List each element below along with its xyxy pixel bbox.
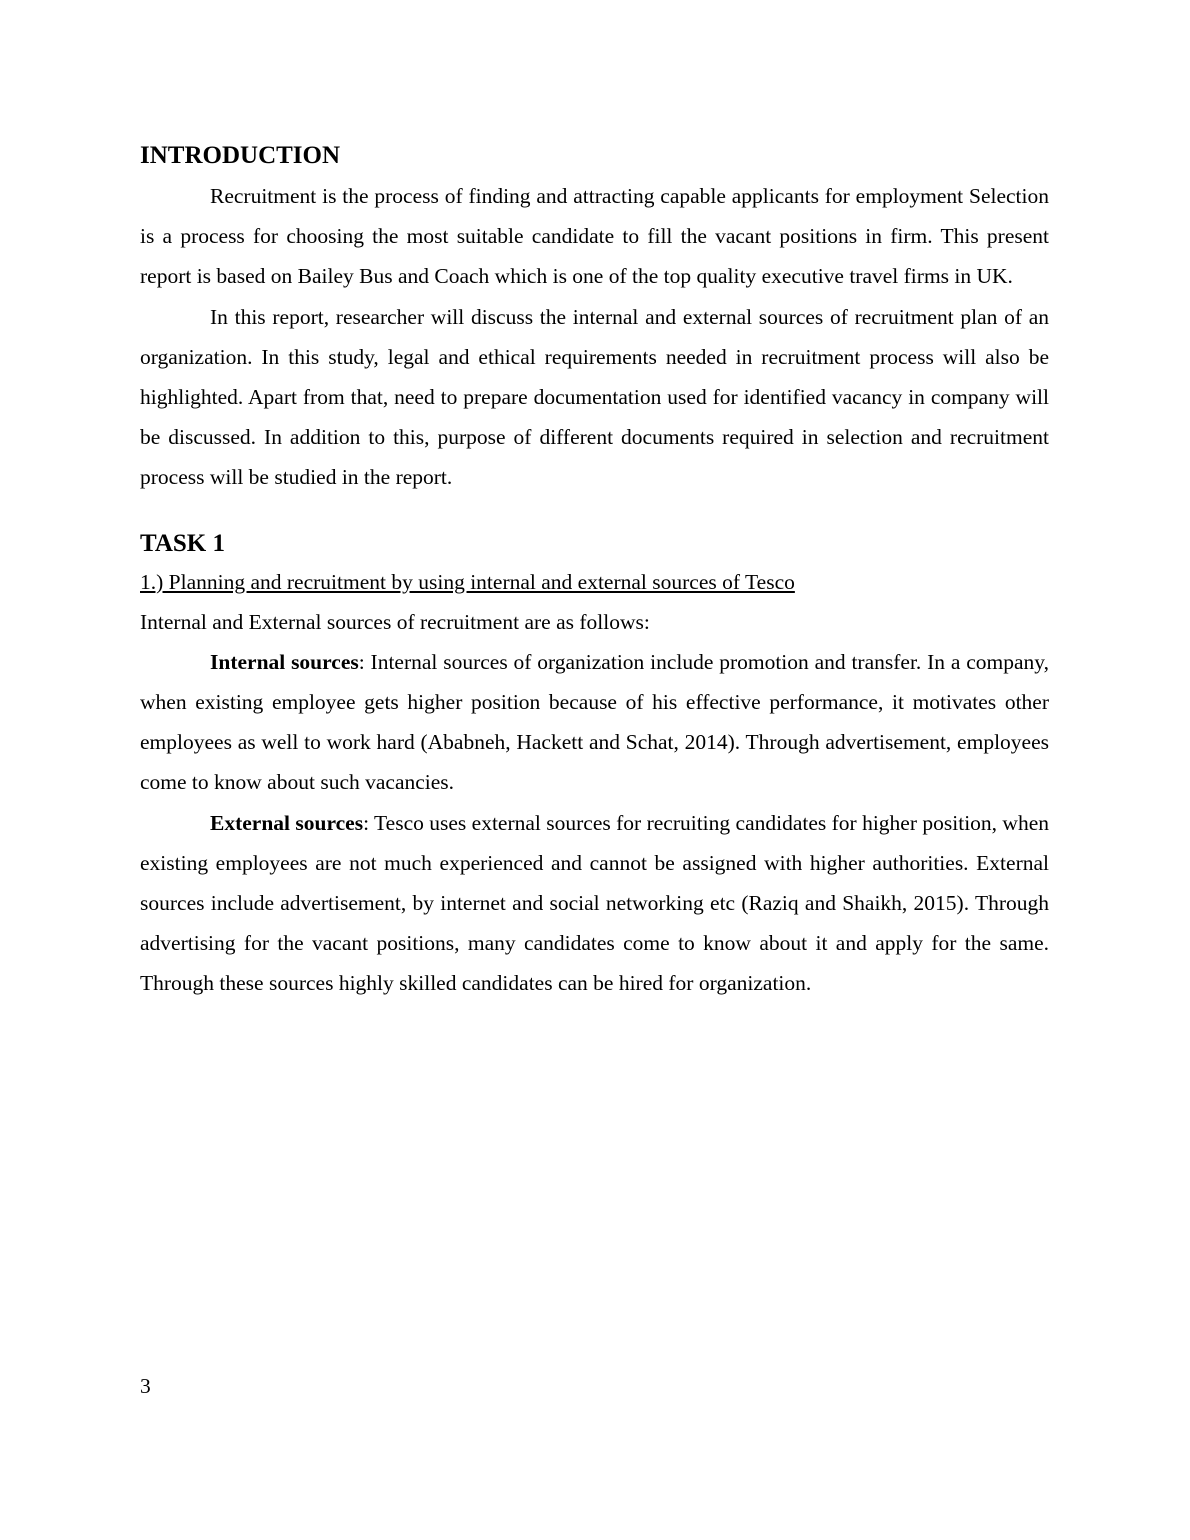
introduction-heading: INTRODUCTION <box>140 142 341 169</box>
internal-sources-label: Internal sources <box>210 649 359 674</box>
task-1-subheading: 1.) Planning and recruitment by using internal and external sources of Tesco <box>140 569 795 594</box>
page-body <box>140 138 1049 1004</box>
introduction-paragraph-1: Recruitment is the process of finding and attracting capable applicants for employment Selection is a process for choosing the most suitable candidate to fill the vacant positions in firm. This present report is based on Bailey Bus and Coach which is one of the top quality executive travel firms in UK. <box>140 184 1049 289</box>
introduction-paragraph-2: In this report, researcher will discuss the internal and external sources of recruitment plan of an organization. In this study, legal and ethical requirements needed in recruitment process will also be highlighted. Apart from that, need to prepare documentation used for identified vacancy in company will be discussed. In addition to this, purpose of different documents required in selection and recruitment process will be studied in the report. <box>140 304 1049 490</box>
page-number: 3 <box>140 1374 151 1398</box>
external-sources-text: : Tesco uses external sources for recruiting candidates for higher position, when existing employees are not much experienced and cannot be assigned with higher authorities. External sources include advertisement, by internet and social networking etc (Raziq and Shaikh, 2015). Through advertising for the vacant positions, many candidates come to know about it and apply for the same. Through these sources highly skilled candidates can be hired for organization. <box>140 810 1049 996</box>
external-sources-label: External sources <box>210 810 364 835</box>
internal-sources-text: : Internal sources of organization include promotion and transfer. In a company, when existing employee gets higher position because of his effective performance, it motivates other employees as well to work hard (Ababneh, Hackett and Schat, 2014). Through advertisement, employees come to know about such vacancies. <box>140 649 1049 795</box>
external-sources-paragraph <box>140 803 1049 1004</box>
internal-sources-paragraph <box>140 642 1049 803</box>
sources-lead-line: Internal and External sources of recruitment are as follows: <box>140 609 650 634</box>
task-1-heading: TASK 1 <box>140 529 225 557</box>
